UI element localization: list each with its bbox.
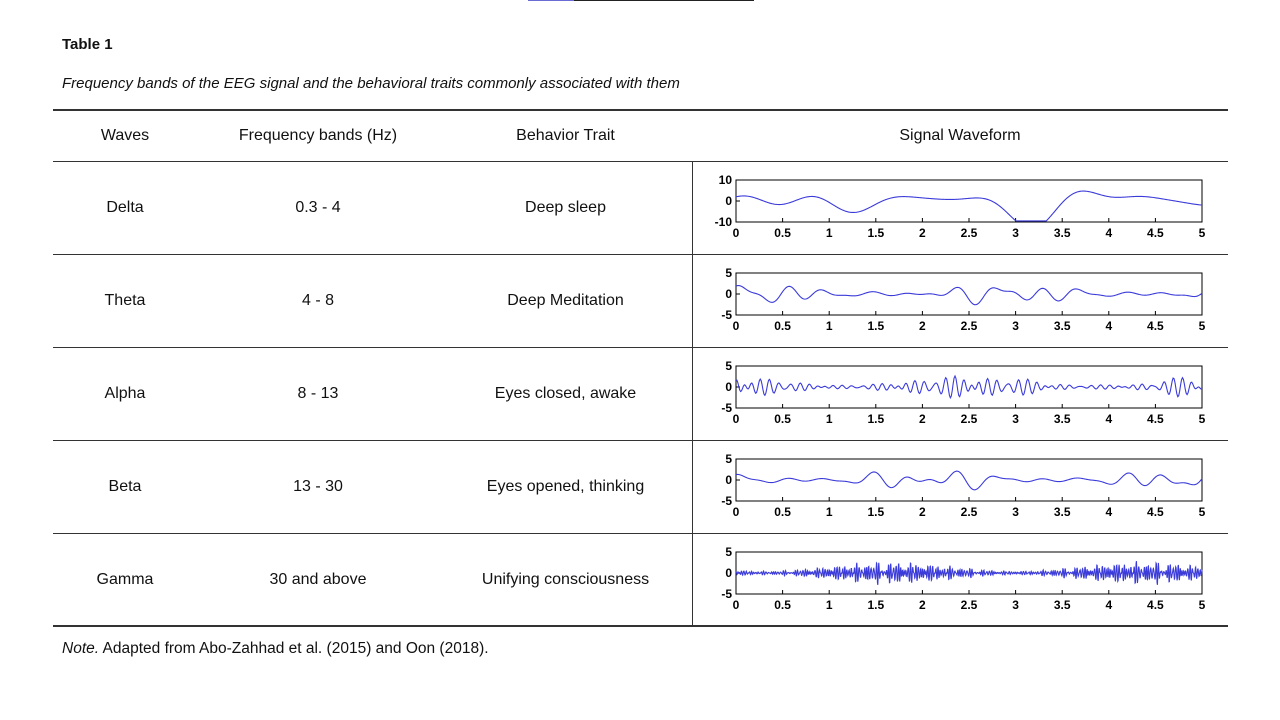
x-tick-label: 0.5 (774, 505, 791, 519)
x-tick-label: 3 (1012, 412, 1019, 426)
x-tick-label: 5 (1198, 412, 1206, 426)
x-tick-label: 2 (919, 226, 926, 240)
x-tick-label: 3.5 (1053, 505, 1071, 519)
x-tick-label: 1.5 (867, 319, 885, 333)
row-beta-behavior: Eyes opened, thinking (486, 478, 645, 495)
x-tick-label: 3.5 (1053, 598, 1071, 612)
x-tick-label: 4 (1105, 226, 1113, 240)
x-tick-label: 0.5 (774, 319, 791, 333)
x-tick-label: 1.5 (867, 226, 885, 240)
y-tick-label: 0 (725, 473, 732, 487)
x-tick-label: 3.5 (1053, 226, 1071, 240)
row-theta-behavior: Deep Meditation (507, 292, 624, 309)
row-alpha-frequency: 8 - 13 (297, 385, 339, 402)
y-tick-label: -5 (721, 401, 732, 415)
row-gamma-frequency: 30 and above (269, 570, 367, 588)
table-bottom-rule (53, 625, 1228, 627)
x-tick-label: 4.5 (1147, 319, 1164, 333)
waveform-line (736, 561, 1202, 585)
row-theta-frequency: 4 - 8 (301, 292, 334, 309)
table-caption: Frequency bands of the EEG signal and the behavioral traits commonly associated with them (62, 75, 680, 92)
x-tick-label: 2 (919, 505, 926, 519)
gamma-waveform-plot (704, 542, 1214, 622)
row-beta-frequency: 13 - 30 (293, 478, 343, 495)
delta-waveform-plot (704, 170, 1214, 250)
x-tick-label: 4 (1105, 598, 1113, 612)
table-note (62, 640, 489, 658)
x-tick-label: 1.5 (867, 598, 885, 612)
x-tick-label: 3 (1012, 226, 1019, 240)
x-tick-label: 0 (732, 226, 740, 240)
x-tick-label: 1.5 (867, 505, 885, 519)
top-scroll-indicator-thumb (528, 0, 574, 1)
note-label: Note. (62, 640, 100, 657)
y-tick-label: 0 (725, 380, 732, 394)
x-tick-label: 1 (825, 226, 833, 240)
x-tick-label: 3 (1012, 505, 1019, 519)
x-tick-label: 0 (732, 598, 740, 612)
theta-waveform-plot (704, 263, 1214, 343)
x-tick-label: 0 (732, 505, 740, 519)
x-tick-label: 2.5 (960, 505, 978, 519)
x-tick-label: 3 (1012, 598, 1019, 612)
row-gamma-wave: Gamma (96, 570, 154, 588)
y-tick-label: -5 (721, 308, 732, 322)
x-tick-label: 5 (1198, 319, 1206, 333)
y-tick-label: 5 (725, 266, 732, 280)
x-tick-label: 0.5 (774, 598, 791, 612)
x-tick-label: 4.5 (1147, 505, 1164, 519)
row-delta-wave: Delta (106, 199, 144, 216)
y-tick-label: 0 (725, 194, 732, 208)
table-label: Table 1 (62, 36, 113, 53)
beta-waveform-plot (704, 449, 1214, 529)
x-tick-label: 4 (1105, 319, 1113, 333)
x-tick-label: 5 (1198, 226, 1206, 240)
y-tick-label: -5 (721, 494, 732, 508)
x-tick-label: 3.5 (1053, 319, 1071, 333)
x-tick-label: 1 (825, 412, 833, 426)
x-tick-label: 0.5 (774, 412, 791, 426)
row-beta-wave: Beta (108, 478, 142, 495)
x-tick-label: 4.5 (1147, 598, 1164, 612)
x-tick-label: 1 (825, 319, 833, 333)
x-tick-label: 2.5 (960, 598, 978, 612)
waveform-column-divider (692, 161, 693, 626)
row-alpha-behavior: Eyes closed, awake (494, 385, 637, 402)
row-gamma-behavior: Unifying consciousness (481, 570, 650, 588)
waveform-line (736, 191, 1202, 221)
x-tick-label: 0.5 (774, 226, 791, 240)
y-tick-label: -5 (721, 587, 732, 601)
x-tick-label: 2.5 (960, 412, 978, 426)
x-tick-label: 2.5 (960, 226, 978, 240)
x-tick-label: 1.5 (867, 412, 885, 426)
x-tick-label: 1 (825, 505, 833, 519)
plot-frame (736, 180, 1202, 222)
x-tick-label: 0 (732, 412, 740, 426)
waveform-line (736, 286, 1202, 305)
y-tick-label: 10 (718, 173, 732, 187)
row-delta-frequency: 0.3 - 4 (295, 199, 341, 216)
y-tick-label: 5 (725, 359, 732, 373)
x-tick-label: 3 (1012, 319, 1019, 333)
row-theta-wave: Theta (104, 292, 146, 309)
y-tick-label: -10 (714, 215, 732, 229)
x-tick-label: 4 (1105, 412, 1113, 426)
header-waves: Waves (100, 126, 150, 144)
top-scroll-indicator (528, 0, 754, 1)
header-behavior: Behavior Trait (516, 126, 615, 144)
header-waveform: Signal Waveform (899, 126, 1021, 144)
plot-frame (736, 366, 1202, 408)
y-tick-label: 0 (725, 287, 732, 301)
alpha-waveform-plot (704, 356, 1214, 436)
x-tick-label: 1 (825, 598, 833, 612)
row-delta-behavior: Deep sleep (525, 199, 606, 216)
y-tick-label: 5 (725, 452, 732, 466)
x-tick-label: 5 (1198, 505, 1206, 519)
y-tick-label: 0 (725, 566, 732, 580)
x-tick-label: 2 (919, 598, 926, 612)
x-tick-label: 4 (1105, 505, 1113, 519)
x-tick-label: 2 (919, 412, 926, 426)
x-tick-label: 4.5 (1147, 226, 1164, 240)
waveform-line (736, 471, 1202, 490)
x-tick-label: 4.5 (1147, 412, 1164, 426)
row-alpha-wave: Alpha (104, 385, 146, 402)
header-frequency: Frequency bands (Hz) (238, 126, 398, 144)
x-tick-label: 0 (732, 319, 740, 333)
y-tick-label: 5 (725, 545, 732, 559)
x-tick-label: 5 (1198, 598, 1206, 612)
plot-frame (736, 459, 1202, 501)
plot-frame (736, 273, 1202, 315)
note-text: Adapted from Abo-Zahhad et al. (2015) and Oon (2018). (99, 640, 489, 657)
x-tick-label: 2.5 (960, 319, 978, 333)
x-tick-label: 2 (919, 319, 926, 333)
waveform-line (736, 376, 1202, 398)
x-tick-label: 3.5 (1053, 412, 1071, 426)
